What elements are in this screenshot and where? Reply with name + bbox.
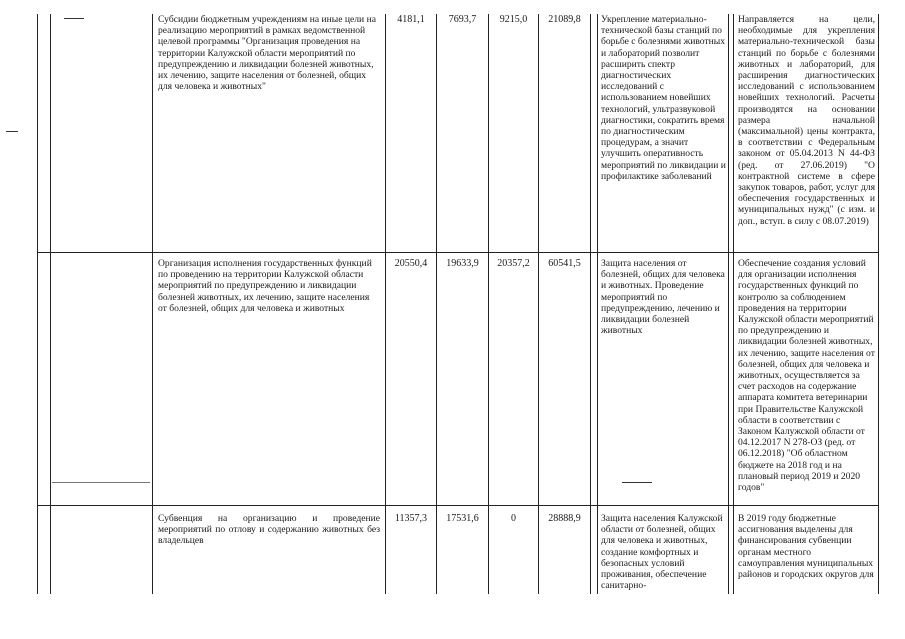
row-3-total: 28888,9	[548, 513, 581, 524]
row-1-result: Укрепление материально-технической базы станций по борьбе с болезнями животных и лабораторий позволит расширить спектр диагностических исследований с использованием новейших технологий, ультразвуковой диагностики, сократить время по диагностическим процедурам, а значит улучшить оперативность мероприятий по ликвидации и профилактике заболеваний	[601, 14, 726, 182]
row-1-total: 21089,8	[548, 14, 581, 25]
row-1-justification: Направляется на цели, необходимые для укрепления материально-технической базы станций по борьбе с болезнями животных и лабораторий, для расширения диагностических исследований с использованием новейших технологий. Расчеты производятся на основании размера начальной (максимальной) цены контракта, в соответствии с Федеральным законом от 05.04.2013 N 44-ФЗ (ред. от 27.06.2019) "О контрактной системе в сфере закупок товаров, работ, услуг для обеспечения государственных и муниципальных нужд" (с изм. и доп., вступ. в силу с 08.07.2019)	[738, 14, 875, 227]
grid-line-just-left	[728, 14, 729, 594]
grid-line-2020	[436, 14, 437, 594]
row-3-name: Субвенция на организацию и проведение мероприятий по отлову и содержанию животных без владельцев	[158, 513, 380, 547]
row-1-value-2019: 4181,1	[397, 14, 425, 25]
row-2-value-2019: 20550,4	[394, 258, 428, 269]
grid-line-just-left2	[733, 14, 734, 594]
margin-mark-bottom-2	[52, 482, 150, 483]
row-1-value-2021: 9215,0	[499, 14, 528, 25]
grid-line-result-right	[597, 14, 598, 594]
row-1-name: Субсидии бюджетным учреждениям на иные цели на реализацию мероприятий в рамках ведомственной целевой программы "Организация проведения на территории Калужской области мероприятий по предупреждению и ликвидации болезней животных, их лечению, защите населения от болезней, общих для человека и животных"	[158, 14, 376, 93]
row-2-justification: Обеспечение создания условий для организации исполнения государственных функций по контролю за соблюдением проведения на территории Калужской области мероприятий по предупреждению и ликвидации болезней животных, их лечению, защите населения от болезней, общих для человека и животных, осуществляется за счет расходов на содержание аппарата комитета ветеринарии при Правительстве Калужской области в соответствии с Законом Калужской области от 04.12.2017 N 278-ОЗ (ред. от 06.12.2018) "Об областном бюджете на 2018 год и на плановый период 2019 и 2020 годов"	[738, 258, 875, 494]
grid-line-2021	[488, 14, 489, 594]
row-2-value-2020: 19633,9	[446, 258, 479, 269]
grid-line-name	[152, 14, 153, 594]
row-3-value-2021: 0	[511, 513, 516, 524]
grid-line-right	[878, 14, 879, 594]
row-3-result: Защита населения Калужской области от болезней, общих для человека и животных, создание комфортных и безопасных условий проживания, обеспечение санитарно-	[601, 513, 723, 592]
margin-mark-left	[6, 131, 18, 132]
row-separator-1	[37, 252, 878, 253]
row-2-result: Защита населения от болезней, общих для человека и животных. Проведение мероприятий по предупреждению, лечению и ликвидации болезней животных	[601, 258, 725, 337]
grid-line-left-margin	[37, 14, 38, 594]
row-3-justification: В 2019 году бюджетные ассигнования выделены для финансирования субвенции органам местного самоуправления муниципальных районов и городских округов для	[738, 513, 874, 581]
row-2-name: Организация исполнения государственных функций по проведению на территории Калужской области мероприятий по предупреждению и ликвидации болезней животных, их лечению, защите населения от болезней, общих для человека и животных	[158, 258, 372, 314]
row-2-total: 60541,5	[548, 258, 581, 269]
row-2-value-2021: 20357,2	[497, 258, 530, 269]
row-3-value-2019: 11357,3	[394, 513, 428, 524]
grid-line-total	[538, 14, 539, 594]
grid-line-index	[50, 14, 51, 594]
grid-line-result-left	[590, 14, 591, 594]
grid-line-2019	[385, 14, 386, 594]
row-3-value-2020: 17531,6	[446, 513, 479, 524]
row-separator-2	[37, 505, 878, 506]
margin-mark-top	[64, 18, 84, 19]
row-1-value-2020: 7693,7	[448, 14, 477, 25]
